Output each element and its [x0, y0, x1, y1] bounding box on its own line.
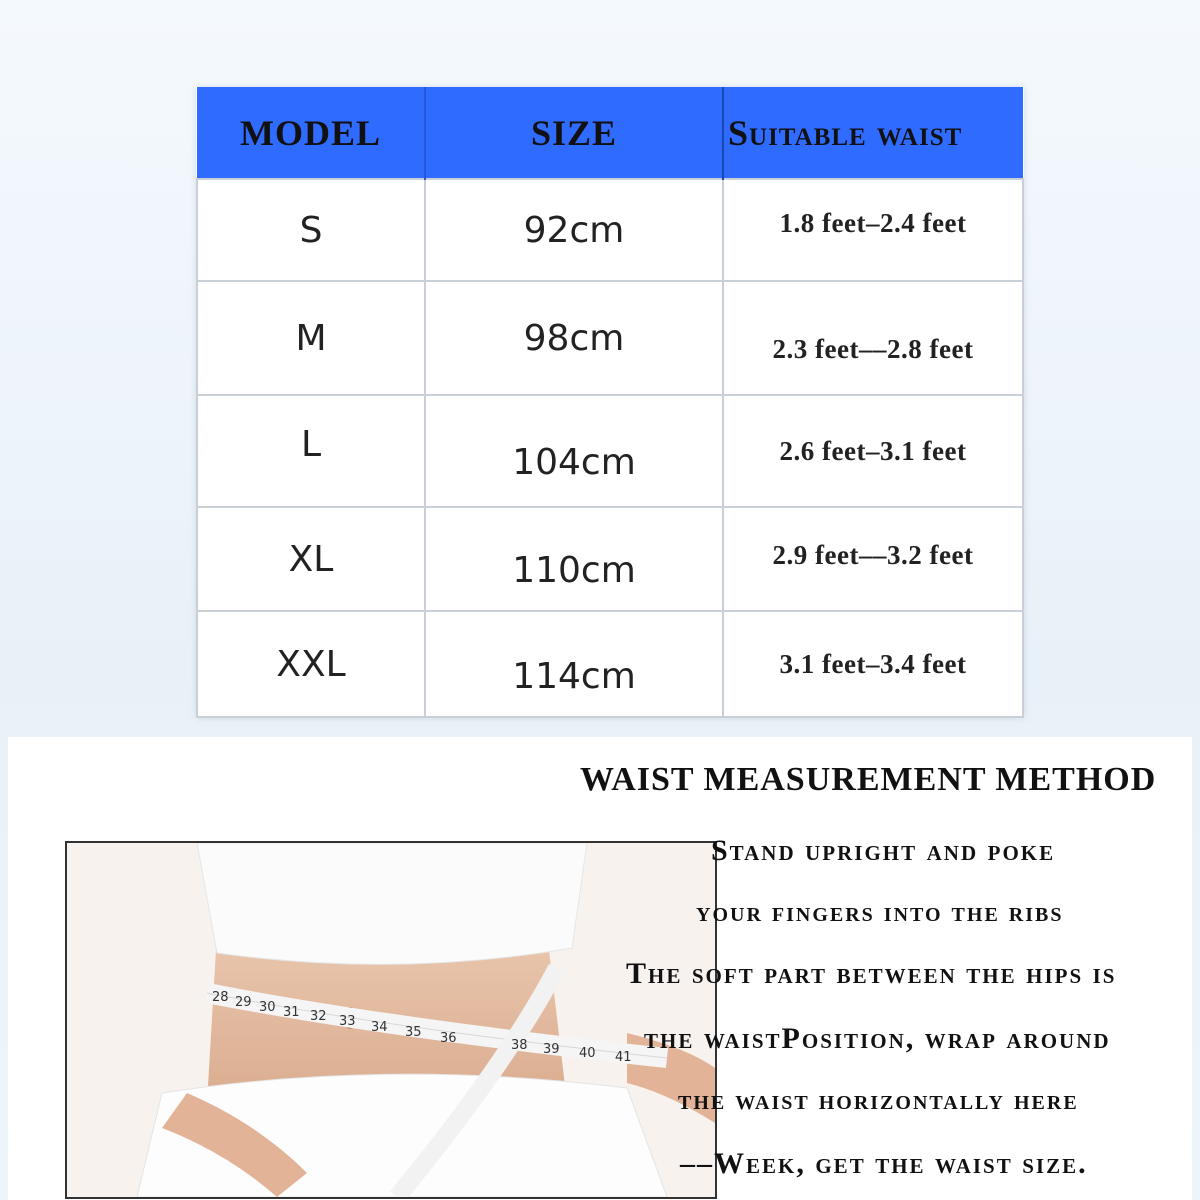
size-cell: 114cm	[425, 611, 723, 717]
model-cell: S	[197, 179, 425, 281]
header-model: MODEL	[197, 87, 425, 179]
method-line: the waistPosition, wrap around	[644, 1022, 1111, 1055]
tape-number: 28	[212, 990, 229, 1005]
model-cell: L	[197, 395, 425, 507]
method-line: The soft part between the hips is	[626, 957, 1117, 990]
tape-number: 41	[615, 1050, 632, 1065]
measurement-method-panel	[8, 737, 1192, 1200]
model-cell: XXL	[197, 611, 425, 717]
header-size: SIZE	[425, 87, 723, 179]
method-line: ––Week, get the waist size.	[680, 1147, 1088, 1180]
waist-measurement-photo	[65, 841, 717, 1199]
tape-number: 29	[235, 995, 252, 1010]
waist-photo-illustration	[67, 843, 715, 1197]
tape-number: 33	[339, 1014, 356, 1029]
model-cell: M	[197, 281, 425, 395]
model-cell: XL	[197, 507, 425, 611]
header-suitable-waist: Suitable waist	[723, 87, 1023, 179]
method-title: WAIST MEASUREMENT METHOD	[580, 761, 1157, 798]
waist-cell: 2.9 feet––3.2 feet	[723, 507, 1023, 611]
size-cell: 110cm	[425, 507, 723, 611]
table-row	[197, 395, 1023, 507]
tape-number: 36	[440, 1031, 457, 1046]
size-cell: 98cm	[425, 281, 723, 395]
tape-number: 31	[283, 1005, 300, 1020]
table-header-row	[197, 87, 1023, 179]
table-row	[197, 179, 1023, 281]
table-row	[197, 611, 1023, 717]
size-chart-table	[196, 87, 1024, 718]
table-row	[197, 507, 1023, 611]
waist-cell: 2.3 feet––2.8 feet	[723, 281, 1023, 395]
size-cell: 104cm	[425, 395, 723, 507]
tape-number: 40	[579, 1046, 596, 1061]
tape-number: 32	[310, 1009, 327, 1024]
method-line: your fingers into the ribs	[696, 897, 1064, 928]
size-cell: 92cm	[425, 179, 723, 281]
tape-number: 30	[259, 1000, 276, 1015]
tape-number: 38	[511, 1038, 528, 1053]
method-line: the waist horizontally here	[678, 1085, 1079, 1116]
tape-number: 34	[371, 1020, 388, 1035]
tape-number: 35	[405, 1025, 422, 1040]
waist-cell: 3.1 feet–3.4 feet	[723, 611, 1023, 717]
method-line: Stand upright and poke	[711, 834, 1056, 867]
waist-cell: 2.6 feet–3.1 feet	[723, 395, 1023, 507]
waist-cell: 1.8 feet–2.4 feet	[723, 179, 1023, 281]
table-row	[197, 281, 1023, 395]
tape-number: 39	[543, 1042, 560, 1057]
